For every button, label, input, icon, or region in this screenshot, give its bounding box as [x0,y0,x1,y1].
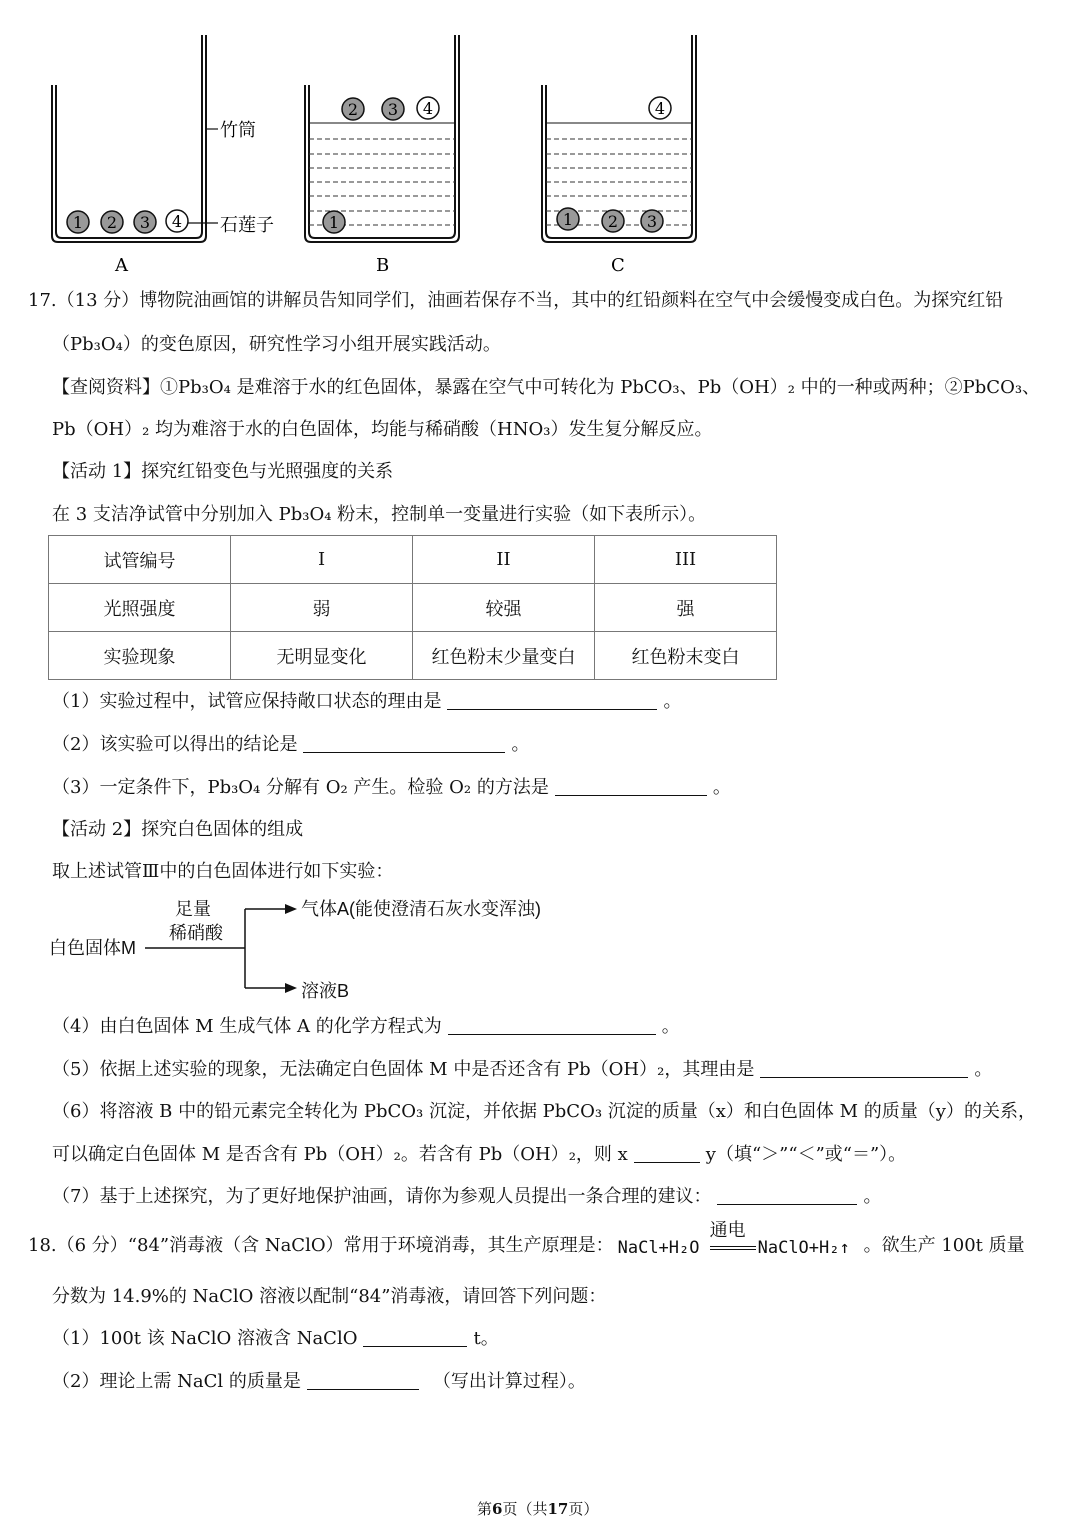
q17-sub2: （2）该实验可以得出的结论是 。 [52,734,530,755]
q17-sub6-line2: 可以确定白色固体 M 是否含有 Pb（OH）₂。若含有 Pb（OH）₂，则 x y（填“＞”“＜”或“＝”）。 [52,1144,907,1165]
cup-label-a: A [115,255,128,276]
svg-text:3: 3 [387,100,399,119]
answer-blank[interactable] [303,734,505,753]
flow-gas-a: 气体A(能使澄清石灰水变浑浊) [301,899,541,919]
q18-intro-line2: 分数为 14.9%的 NaClO 溶液以配制“84”消毒液，请回答下列问题： [52,1286,607,1307]
ball-b1 [323,211,345,233]
q17-sub5: （5）依据上述实验的现象，无法确定白色固体 M 中是否还含有 Pb（OH）₂，其理由是 。 [52,1059,993,1080]
answer-blank[interactable] [307,1371,419,1390]
activity2-description: 取上述试管Ⅲ中的白色固体进行如下实验： [52,861,394,882]
ball-a3 [134,211,156,233]
q17-sub4-text: （4）由白色固体 M 生成气体 A 的化学方程式为 [52,1016,442,1037]
q18-sub2: （2）理论上需 NaCl 的质量是 （写出计算过程）。 [52,1371,586,1392]
svg-text:2: 2 [106,213,118,232]
table-cell: III [595,536,777,584]
table-cell: 红色粉末少量变白 [413,632,595,680]
q17-intro-line2: （Pb₃O₄）的变色原因，研究性学习小组开展实践活动。 [52,334,501,355]
cup-label-b: B [376,255,390,276]
ball-a2 [101,211,123,233]
q17-sub4: （4）由白色固体 M 生成气体 A 的化学方程式为 。 [52,1016,680,1037]
table-cell: 强 [595,584,777,632]
answer-blank[interactable] [760,1059,968,1078]
bamboo-label: 竹筒 [220,120,256,141]
q17-sub6-line1: （6）将溶液 B 中的铅元素完全转化为 PbCO₃ 沉淀，并依据 PbCO₃ 沉淀的质量（x）和白色固体 M 的质量（y）的关系， [52,1101,1036,1122]
experiment-table [48,535,777,680]
answer-blank[interactable] [448,1016,656,1035]
q17-sub5-text: （5）依据上述实验的现象，无法确定白色固体 M 中是否还含有 Pb（OH）₂，其理由是 [52,1059,755,1080]
q17-sub1-text: （1）实验过程中，试管应保持敞口状态的理由是 [52,691,442,712]
ball-c1 [557,208,579,230]
flow-start: 白色固体M [49,938,136,958]
total-pages: 17 [547,1500,569,1518]
table-row [49,536,777,584]
q18-sub1: （1）100t 该 NaClO 溶液含 NaClO t。 [52,1328,499,1349]
bamboo-tube-figure [0,0,760,285]
svg-text:4: 4 [171,212,183,231]
chemical-equation: NaCl+H₂O 通电 NaClO+H₂↑ [617,1220,850,1258]
ball-a1 [67,211,89,233]
activity1-title: 【活动 1】探究红铅变色与光照强度的关系 [52,461,394,482]
equation-sign [710,1246,756,1250]
ball-a4 [166,210,188,232]
activity2-title: 【活动 2】探究白色固体的组成 [52,819,304,840]
table-cell: I [231,536,413,584]
svg-text:1: 1 [328,213,340,232]
table-cell: 红色粉末变白 [595,632,777,680]
answer-blank[interactable] [363,1328,467,1347]
svg-text:4: 4 [422,99,434,118]
svg-text:4: 4 [654,99,666,118]
q17-sub3-text: （3）一定条件下，Pb₃O₄ 分解有 O₂ 产生。检验 O₂ 的方法是 [52,777,549,798]
table-cell: 弱 [231,584,413,632]
q17-sub3: （3）一定条件下，Pb₃O₄ 分解有 O₂ 产生。检验 O₂ 的方法是 。 [52,777,731,798]
ball-b2 [342,98,364,120]
table-cell: 实验现象 [49,632,231,680]
q17-sub7-text: （7）基于上述探究，为了更好地保护油画，请你为参观人员提出一条合理的建议： [52,1186,712,1207]
page-footer: 第6页（共17页） [477,1500,599,1518]
ball-c3 [641,210,663,232]
page-number: 6 [492,1500,503,1518]
svg-text:1: 1 [72,213,84,232]
svg-text:1: 1 [562,210,574,229]
answer-blank[interactable] [447,691,657,710]
table-cell: 光照强度 [49,584,231,632]
cup-label-c: C [611,255,625,276]
answer-blank[interactable] [634,1144,700,1163]
svg-text:2: 2 [347,100,359,119]
table-cell: 试管编号 [49,536,231,584]
lotus-label: 石莲子 [220,215,274,236]
ball-b3 [382,98,404,120]
table-row [49,632,777,680]
q17-reference-line2: Pb（OH）₂ 均为难溶于水的白色固体，均能与稀硝酸（HNO₃）发生复分解反应。 [52,419,713,440]
flow-reagent-name: 稀硝酸 [169,923,223,943]
answer-blank[interactable] [555,777,707,796]
answer-blank[interactable] [717,1186,857,1205]
ball-c4 [649,97,671,119]
q17-sub2-text: （2）该实验可以得出的结论是 [52,734,298,755]
table-row [49,584,777,632]
svg-text:3: 3 [139,213,151,232]
ball-b4 [417,97,439,119]
svg-text:3: 3 [646,212,658,231]
flow-solution-b: 溶液B [301,981,350,1001]
table-cell: 无明显变化 [231,632,413,680]
flow-reagent-amount: 足量 [175,899,211,919]
q18-intro-line1: 18.（6 分）“84”消毒液（含 NaClO）常用于环境消毒，其生产原理是： NaCl+H₂O 通电 NaClO+H₂↑ 。欲生产 100t 质量 [28,1220,1025,1258]
ball-c2 [602,210,624,232]
flow-diagram [45,893,605,1008]
q17-sub7: （7）基于上述探究，为了更好地保护油画，请你为参观人员提出一条合理的建议： 。 [52,1186,882,1207]
q17-reference-line1: 【查阅资料】①Pb₃O₄ 是难溶于水的红色固体，暴露在空气中可转化为 PbCO₃、Pb（OH）₂ 中的一种或两种；②PbCO₃、 [52,377,1041,398]
q17-intro-line1: 17.（13 分）博物院油画馆的讲解员告知同学们，油画若保存不当，其中的红铅颜料在空气中会缓慢变成白色。为探究红铅 [28,290,1004,311]
svg-text:2: 2 [607,212,619,231]
table-cell: II [413,536,595,584]
activity1-description: 在 3 支洁净试管中分别加入 Pb₃O₄ 粉末，控制单一变量进行实验（如下表所示）。 [52,504,707,525]
table-cell: 较强 [413,584,595,632]
q17-sub1: （1）实验过程中，试管应保持敞口状态的理由是 。 [52,691,682,712]
